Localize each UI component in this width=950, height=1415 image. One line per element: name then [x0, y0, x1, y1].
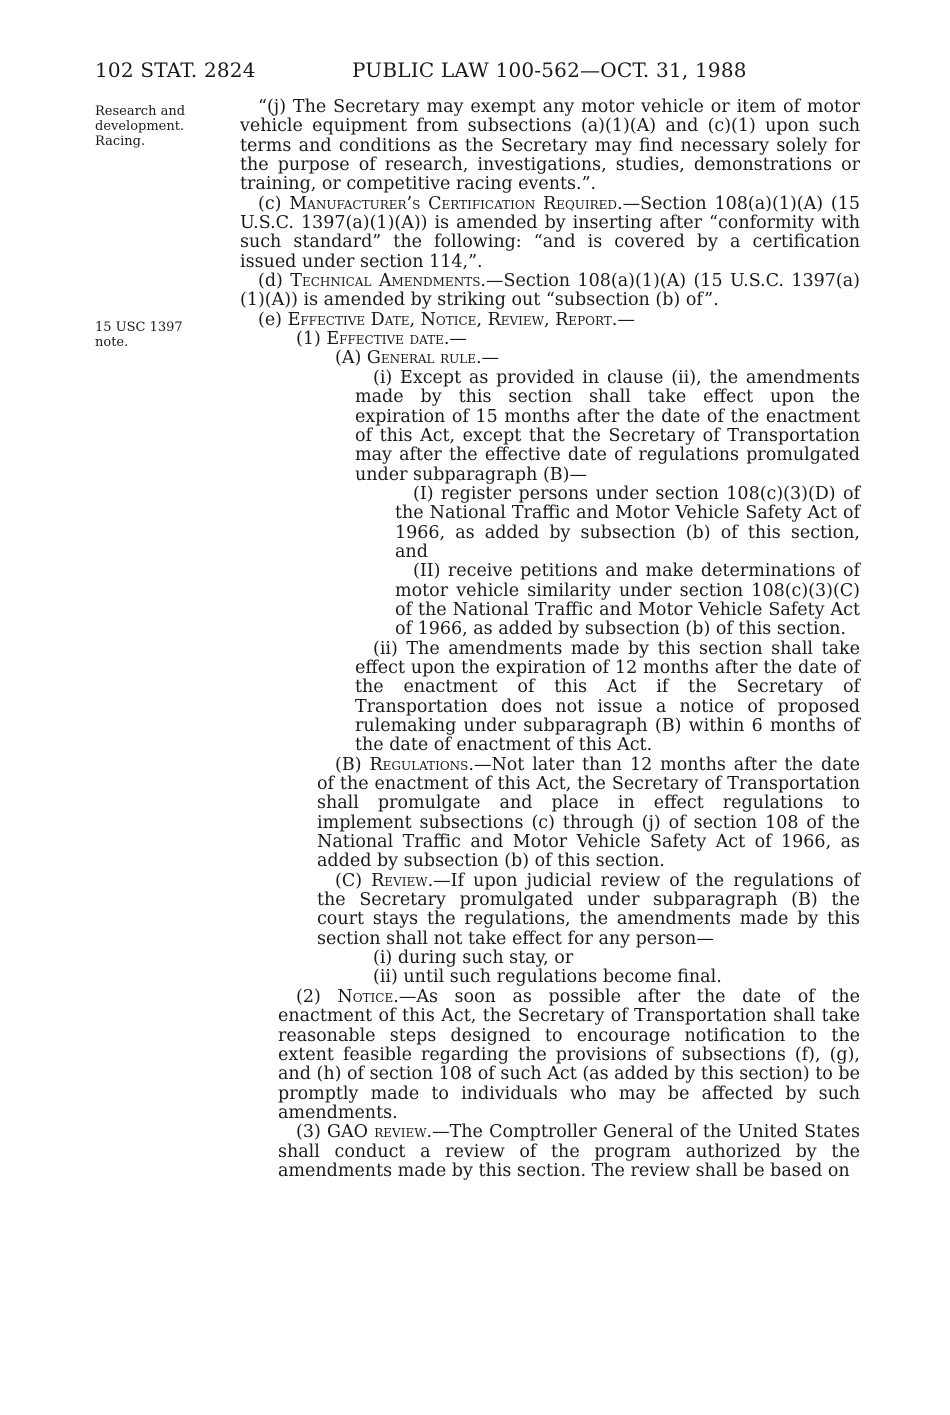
paragraph-d-text: —Section 108(a)(1)(A) (15 U.S.C. 1397(a)(1)(A)) is amended by striking out “subsection (b) of”.	[240, 271, 860, 311]
paragraph-B-label: (B)	[335, 754, 370, 775]
margin-note-usc: 15 USC 1397 note.	[95, 320, 183, 350]
paragraph-C	[240, 872, 860, 949]
paragraph-C-text: —If upon judicial review of the regulations of the Secretary promulgated under subparagraph (B) the court stays the regulations, the amendments made by this section shall not take effect for any person—	[317, 870, 860, 949]
clause-A-ii: (ii) The amendments made by this section shall take effect upon the expiration of 12 months after the date of the enactment of this Act if the Secretary of Transportation does not issue a notice of proposed rulemaking under subparagraph (B) within 6 months of the date of enactment of this Act.	[355, 638, 860, 756]
paragraph-A-dash: —	[481, 348, 500, 369]
paragraph-gao-review	[240, 1123, 860, 1181]
paragraph-B-heading: Regulations.	[369, 754, 474, 775]
paragraph-e1-dash: —	[449, 329, 467, 350]
paragraph-C-label: (C)	[335, 870, 372, 891]
paragraph-B-text: —Not later than 12 months after the date of the enactment of this Act, the Secretary of Transportation shall promulgate and place in effect regulations to implement subsections (c) through (j) of section 108 of the National Traffic and Motor Vehicle Safety Act of 1966, as added by subsection (b) of this section.	[317, 754, 861, 872]
paragraph-e1-heading: Effective date.	[326, 329, 450, 350]
paragraph-gao-text: —The Comptroller General of the United States shall conduct a review of the program authorized by the amendments made by this section. The review shall be based on	[278, 1122, 860, 1181]
paragraph-A	[240, 349, 860, 368]
paragraph-e-label: (e)	[258, 309, 288, 330]
paragraph-gao-heading: review.	[374, 1122, 433, 1143]
paragraph-notice-heading: Notice.	[337, 986, 399, 1007]
paragraph-notice-text: —As soon as possible after the date of the enactment of this Act, the Secretary of Transportation shall take reasonable steps designed to encourage notification to the extent feasible regarding the provisions of subsections (f), (g), and (h) of section 108 of such Act (as added by this section) to be promptly made to individuals who may be affected by such amendments.	[278, 986, 860, 1123]
clause-C-i: (i) during such stay, or	[373, 948, 574, 969]
paragraph-c-label: (c)	[258, 193, 290, 214]
paragraph-d	[240, 272, 860, 311]
subclause-A-i-II: (II) receive petitions and make determinations of motor vehicle similarity under section 108(c)(3)(C) of the National Traffic and Motor Vehicle Safety Act of 1966, as added by subsection (b) of this section.	[395, 561, 860, 640]
paragraph-C-heading: Review.	[371, 870, 434, 891]
clause-C-ii: (ii) until such regulations become final.	[373, 967, 722, 988]
paragraph-c	[240, 195, 860, 272]
paragraph-e1-label: (1)	[296, 329, 327, 350]
paragraph-d-heading: Technical Amendments.	[290, 271, 486, 292]
paragraph-j: “(j) The Secretary may exempt any motor vehicle or item of motor vehicle equipment from subsections (a)(1)(A) and (c)(1) upon such terms and conditions as the Secretary may find necessary solely for the purpose of research, investigations, studies, demonstrations or training, or competitive racing events.”.	[240, 97, 860, 195]
paragraph-c-heading: Manufacturer’s Certification Required.	[289, 193, 623, 214]
paragraph-e1	[240, 330, 860, 349]
paragraph-d-label: (d)	[258, 271, 291, 292]
clause-A-i: (i) Except as provided in clause (ii), the amendments made by this section shall take effect upon the expiration of 15 months after the date of the enactment of this Act, except that the Secretary of Transportation may after the effective date of regulations promulgated under subparagraph (B)—	[355, 367, 860, 485]
subclause-A-i-I: (I) register persons under section 108(c)(3)(D) of the National Traffic and Motor Vehicle Safety Act of 1966, as added by subsection (b) of this section, and	[395, 483, 860, 562]
paragraph-A-label: (A)	[335, 348, 367, 369]
paragraph-A-heading: General rule.	[366, 348, 482, 369]
body-text	[240, 98, 860, 1181]
margin-note-research: Research and development. Racing.	[95, 104, 186, 149]
stat-reference: 102 STAT. 2824	[95, 58, 256, 82]
paragraph-notice-label: (2)	[296, 986, 338, 1007]
paragraph-e-heading: Effective Date, Notice, Review, Report.	[287, 309, 618, 330]
paragraph-e-dash: —	[617, 309, 635, 330]
law-reference: PUBLIC LAW 100-562—OCT. 31, 1988	[352, 58, 747, 82]
paragraph-B	[240, 756, 860, 872]
paragraph-notice	[240, 988, 860, 1123]
paragraph-e	[240, 311, 860, 330]
paragraph-c-text: —Section 108(a)(1)(A) (15 U.S.C. 1397(a)(1)(A)) is amended by inserting after “conformity with such standard” the following: “and is covered by a certification issued under section 114,”.	[240, 193, 860, 272]
paragraph-gao-label: (3) GAO	[296, 1122, 375, 1143]
